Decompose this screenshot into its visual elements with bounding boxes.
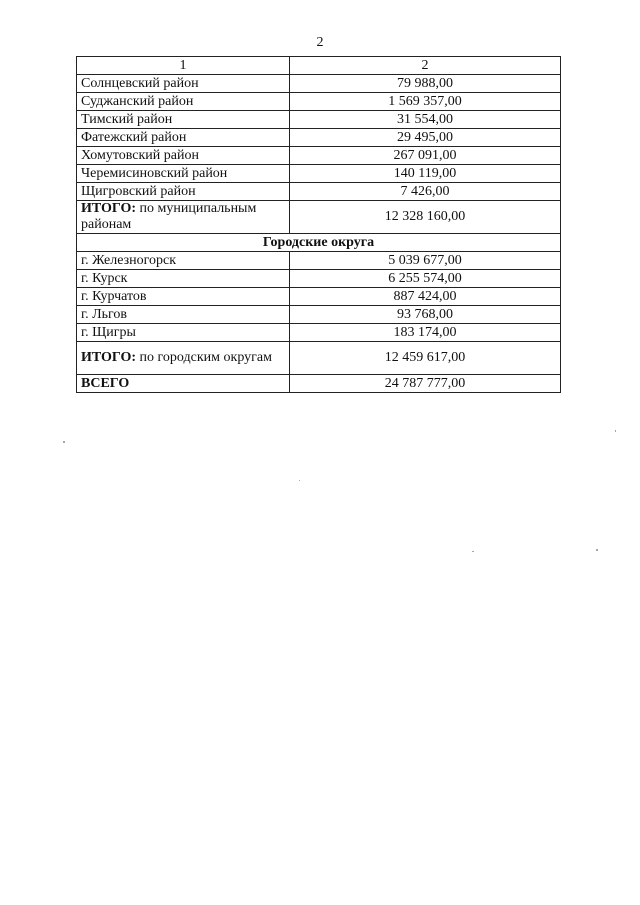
scan-speck [596, 549, 598, 551]
district-name: Фатежский район [77, 129, 290, 147]
budget-table [76, 56, 561, 393]
municipal-total-label [77, 201, 290, 234]
total-label-bold: ИТОГО: [81, 350, 137, 365]
district-name: Хомутовский район [77, 147, 290, 165]
table-row [77, 129, 561, 147]
amount-value: 887 424,00 [290, 288, 561, 306]
table-row [77, 270, 561, 288]
total-label-text: по городским округам [136, 350, 272, 365]
amount-value: 5 039 677,00 [290, 252, 561, 270]
table-row [77, 183, 561, 201]
amount-value: 31 554,00 [290, 111, 561, 129]
table-header-row [77, 57, 561, 75]
total-label-text: по муниципальным районам [81, 201, 257, 232]
district-name: Тимский район [77, 111, 290, 129]
city-name: г. Железногорск [77, 252, 290, 270]
scan-speck [63, 441, 65, 443]
table-row [77, 147, 561, 165]
amount-value: 29 495,00 [290, 129, 561, 147]
amount-value: 1 569 357,00 [290, 93, 561, 111]
amount-value: 267 091,00 [290, 147, 561, 165]
city-name: г. Курск [77, 270, 290, 288]
amount-value: 93 768,00 [290, 306, 561, 324]
city-name: г. Курчатов [77, 288, 290, 306]
table-row [77, 75, 561, 93]
total-label-bold: ИТОГО: [81, 201, 137, 216]
grand-total-row [77, 375, 561, 393]
table-row [77, 111, 561, 129]
district-name: Суджанский район [77, 93, 290, 111]
municipal-total-row [77, 201, 561, 234]
city-name: г. Льгов [77, 306, 290, 324]
column-header: 2 [290, 57, 561, 75]
table-row [77, 306, 561, 324]
table-row [77, 324, 561, 342]
city-total-label [77, 342, 290, 375]
district-name: Солнцевский район [77, 75, 290, 93]
table-row [77, 252, 561, 270]
table-row [77, 165, 561, 183]
amount-value: 183 174,00 [290, 324, 561, 342]
city-name: г. Щигры [77, 324, 290, 342]
scan-speck [472, 551, 474, 552]
municipal-total-value: 12 328 160,00 [290, 201, 561, 234]
amount-value: 7 426,00 [290, 183, 561, 201]
table-row [77, 93, 561, 111]
city-total-value: 12 459 617,00 [290, 342, 561, 375]
amount-value: 6 255 574,00 [290, 270, 561, 288]
district-name: Щигровский район [77, 183, 290, 201]
scan-speck [615, 430, 616, 432]
section-title: Городские округа [77, 234, 561, 252]
table-row [77, 288, 561, 306]
scan-speck [299, 480, 300, 481]
section-header-row [77, 234, 561, 252]
district-name: Черемисиновский район [77, 165, 290, 183]
grand-total-label: ВСЕГО [77, 375, 290, 393]
amount-value: 79 988,00 [290, 75, 561, 93]
column-header: 1 [77, 57, 290, 75]
amount-value: 140 119,00 [290, 165, 561, 183]
grand-total-value: 24 787 777,00 [290, 375, 561, 393]
city-total-row [77, 342, 561, 375]
page-number: 2 [316, 35, 324, 50]
